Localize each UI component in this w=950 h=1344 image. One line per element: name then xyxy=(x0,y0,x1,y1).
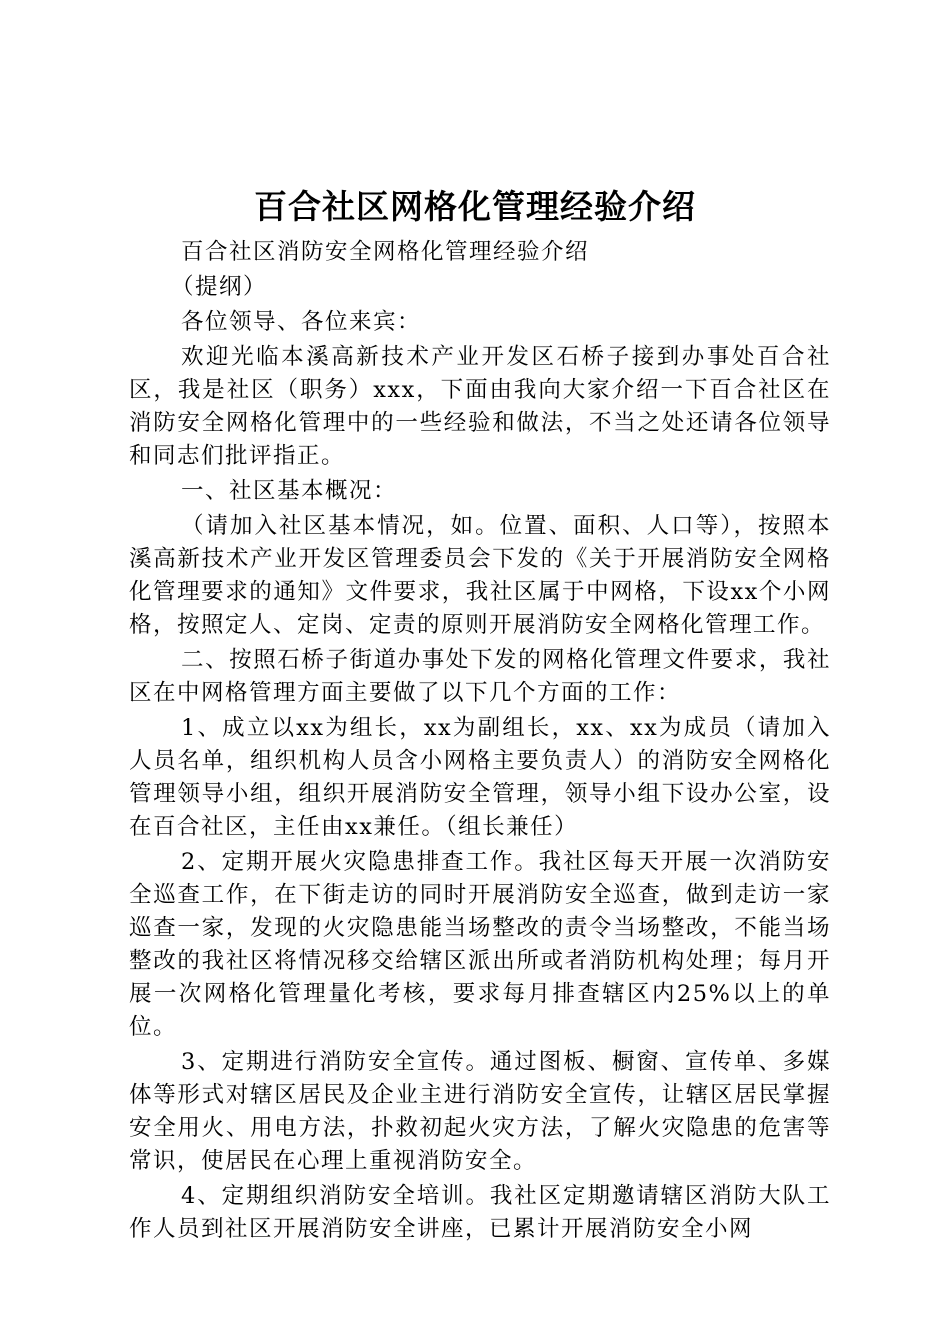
paragraph-item-1: 1、成立以xx为组长，xx为副组长，xx、xx为成员（请加入人员名单，组织机构人员含小网格主要负责人）的消防安全网格化管理领导小组，组织开展消防安全管理，领导小组下设办公室，设在百合社区，主任由xx兼任。（组长兼任） xyxy=(129,715,831,840)
outline-note: （提纲） xyxy=(171,274,268,300)
paragraph-overview: （请加入社区基本情况，如。位置、面积、人口等），按照本溪高新技术产业开发区管理委员会下发的《关于开展消防安全网格化管理要求的通知》文件要求，我社区属于中网格，下设xx个小网格，按照定人、定岗、定责的原则开展消防安全网格化管理工作。 xyxy=(129,513,831,638)
document-body xyxy=(129,236,831,1246)
paragraph-item-3: 3、定期进行消防安全宣传。通过图板、橱窗、宣传单、多媒体等形式对辖区居民及企业主进行消防安全宣传，让辖区居民掌握安全用火、用电方法，扑救初起火灾方法，了解火灾隐患的危害等常识，使居民在心理上重视消防安全。 xyxy=(129,1049,831,1174)
paragraph-item-2: 2、定期开展火灾隐患排查工作。我社区每天开展一次消防安全巡查工作，在下街走访的同时开展消防安全巡查，做到走访一家巡查一家，发现的火灾隐患能当场整改的责令当场整改，不能当场整改的我社区将情况移交给辖区派出所或者消防机构处理；每月开展一次网格化管理量化考核，要求每月排查辖区内25%以上的单位。 xyxy=(129,849,831,1040)
paragraph-welcome: 欢迎光临本溪高新技术产业开发区石桥子接到办事处百合社区，我是社区（职务）xxx，下面由我向大家介绍一下百合社区在消防安全网格化管理中的一些经验和做法，不当之处还请各位领导和同志们批评指正。 xyxy=(129,344,831,469)
section-heading-work: 二、按照石桥子街道办事处下发的网格化管理文件要求，我社区在中网格管理方面主要做了以下几个方面的工作： xyxy=(129,647,831,706)
section-heading-overview: 一、社区基本概况： xyxy=(181,478,398,504)
paragraph-item-4: 4、定期组织消防安全培训。我社区定期邀请辖区消防大队工作人员到社区开展消防安全讲座，已累计开展消防安全小网 xyxy=(129,1183,831,1242)
greeting: 各位领导、各位来宾： xyxy=(181,309,422,335)
document-subtitle: 百合社区消防安全网格化管理经验介绍 xyxy=(181,239,590,265)
document-title: 百合社区网格化管理经验介绍 xyxy=(254,187,696,226)
